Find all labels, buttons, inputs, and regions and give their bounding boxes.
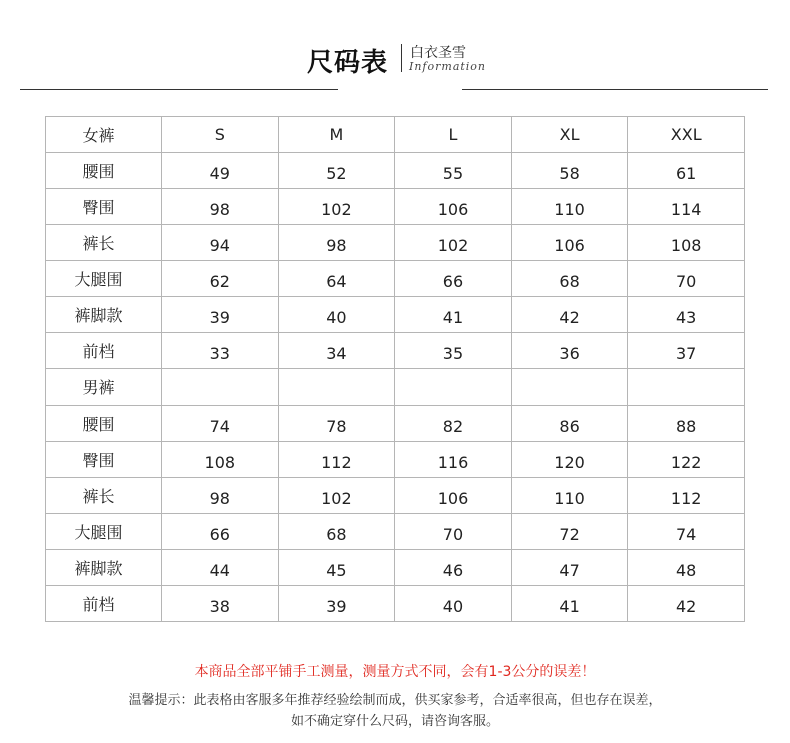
size-value-cell: 98 [162, 189, 279, 225]
header-rule-left [20, 89, 338, 90]
size-value-cell: 39 [278, 585, 395, 621]
size-value-cell [278, 369, 395, 405]
size-value-cell [628, 369, 745, 405]
size-value-cell: 82 [395, 405, 512, 441]
size-value-cell: 39 [162, 297, 279, 333]
size-value-cell: 42 [511, 297, 628, 333]
table-header-cell: XL [511, 117, 628, 153]
row-label-cell: 臀围 [46, 189, 162, 225]
size-value-cell [511, 369, 628, 405]
row-label-cell: 腰围 [46, 405, 162, 441]
table-row [46, 369, 745, 405]
table-row [46, 189, 745, 225]
table-row [46, 405, 745, 441]
size-value-cell: 64 [278, 261, 395, 297]
title-divider [401, 44, 402, 72]
table-row [46, 261, 745, 297]
row-label-cell: 裤长 [46, 225, 162, 261]
size-value-cell: 40 [278, 297, 395, 333]
page-header [0, 30, 790, 90]
row-label-cell: 前档 [46, 585, 162, 621]
table-header-row [46, 117, 745, 153]
size-value-cell: 45 [278, 549, 395, 585]
size-value-cell: 102 [278, 477, 395, 513]
size-value-cell: 106 [395, 477, 512, 513]
size-value-cell: 110 [511, 477, 628, 513]
table-row [46, 441, 745, 477]
size-value-cell: 41 [511, 585, 628, 621]
table-header-cell: XXL [628, 117, 745, 153]
size-value-cell: 33 [162, 333, 279, 369]
size-value-cell: 102 [395, 225, 512, 261]
size-value-cell: 110 [511, 189, 628, 225]
size-value-cell: 78 [278, 405, 395, 441]
size-value-cell: 108 [628, 225, 745, 261]
size-value-cell: 55 [395, 153, 512, 189]
size-value-cell: 106 [395, 189, 512, 225]
size-value-cell: 52 [278, 153, 395, 189]
row-label-cell: 裤长 [46, 477, 162, 513]
row-label-cell: 大腿围 [46, 513, 162, 549]
table-header-cell: 女裤 [46, 117, 162, 153]
table-header-cell: L [395, 117, 512, 153]
size-value-cell: 70 [395, 513, 512, 549]
brand-subtitle: Information [409, 60, 487, 73]
row-label-cell: 腰围 [46, 153, 162, 189]
size-value-cell: 98 [162, 477, 279, 513]
size-value-cell: 120 [511, 441, 628, 477]
size-chart-table [45, 116, 745, 622]
row-label-cell: 裤脚款 [46, 297, 162, 333]
size-value-cell: 66 [395, 261, 512, 297]
size-value-cell: 74 [628, 513, 745, 549]
size-value-cell: 37 [628, 333, 745, 369]
tip-line-2: 如不确定穿什么尺码，请咨询客服。 [290, 714, 499, 729]
size-value-cell [162, 369, 279, 405]
size-value-cell [395, 369, 512, 405]
size-value-cell: 112 [278, 441, 395, 477]
size-value-cell: 40 [395, 585, 512, 621]
size-value-cell: 47 [511, 549, 628, 585]
size-value-cell: 74 [162, 405, 279, 441]
measurement-warning: 本商品全部平铺手工测量，测量方式不同，会有1-3公分的误差！ [194, 664, 596, 680]
row-label-cell: 裤脚款 [46, 549, 162, 585]
size-value-cell: 41 [395, 297, 512, 333]
row-label-cell: 大腿围 [46, 261, 162, 297]
size-value-cell: 108 [162, 441, 279, 477]
size-value-cell: 35 [395, 333, 512, 369]
size-value-cell: 48 [628, 549, 745, 585]
row-label-cell: 男裤 [46, 369, 162, 405]
size-value-cell: 44 [162, 549, 279, 585]
table-row [46, 585, 745, 621]
table-row [46, 513, 745, 549]
size-value-cell: 62 [162, 261, 279, 297]
size-value-cell: 36 [511, 333, 628, 369]
size-value-cell: 38 [162, 585, 279, 621]
table-row [46, 333, 745, 369]
size-chart-body [46, 117, 745, 622]
size-value-cell: 43 [628, 297, 745, 333]
size-value-cell: 114 [628, 189, 745, 225]
size-value-cell: 66 [162, 513, 279, 549]
size-value-cell: 88 [628, 405, 745, 441]
header-rule-right [462, 89, 768, 90]
size-value-cell: 102 [278, 189, 395, 225]
page-title: 尺码表 [307, 48, 389, 78]
table-row [46, 153, 745, 189]
table-row [46, 225, 745, 261]
size-value-cell: 70 [628, 261, 745, 297]
size-value-cell: 46 [395, 549, 512, 585]
size-value-cell: 106 [511, 225, 628, 261]
size-value-cell: 98 [278, 225, 395, 261]
size-value-cell: 42 [628, 585, 745, 621]
size-value-cell: 94 [162, 225, 279, 261]
table-header-cell: M [278, 117, 395, 153]
table-header-cell: S [162, 117, 279, 153]
table-row [46, 477, 745, 513]
size-value-cell: 68 [278, 513, 395, 549]
size-value-cell: 58 [511, 153, 628, 189]
size-value-cell: 49 [162, 153, 279, 189]
size-value-cell: 112 [628, 477, 745, 513]
size-value-cell: 86 [511, 405, 628, 441]
size-value-cell: 72 [511, 513, 628, 549]
row-label-cell: 臀围 [46, 441, 162, 477]
brand-name: 白衣圣雪 [410, 45, 466, 61]
table-row [46, 297, 745, 333]
tip-line-1: 温馨提示：此表格由客服多年推荐经验绘制而成，供买家参考，合适率很高，但也存在误差， [128, 693, 662, 708]
size-value-cell: 116 [395, 441, 512, 477]
size-value-cell: 68 [511, 261, 628, 297]
size-value-cell: 34 [278, 333, 395, 369]
size-value-cell: 61 [628, 153, 745, 189]
table-row [46, 549, 745, 585]
size-value-cell: 122 [628, 441, 745, 477]
row-label-cell: 前档 [46, 333, 162, 369]
